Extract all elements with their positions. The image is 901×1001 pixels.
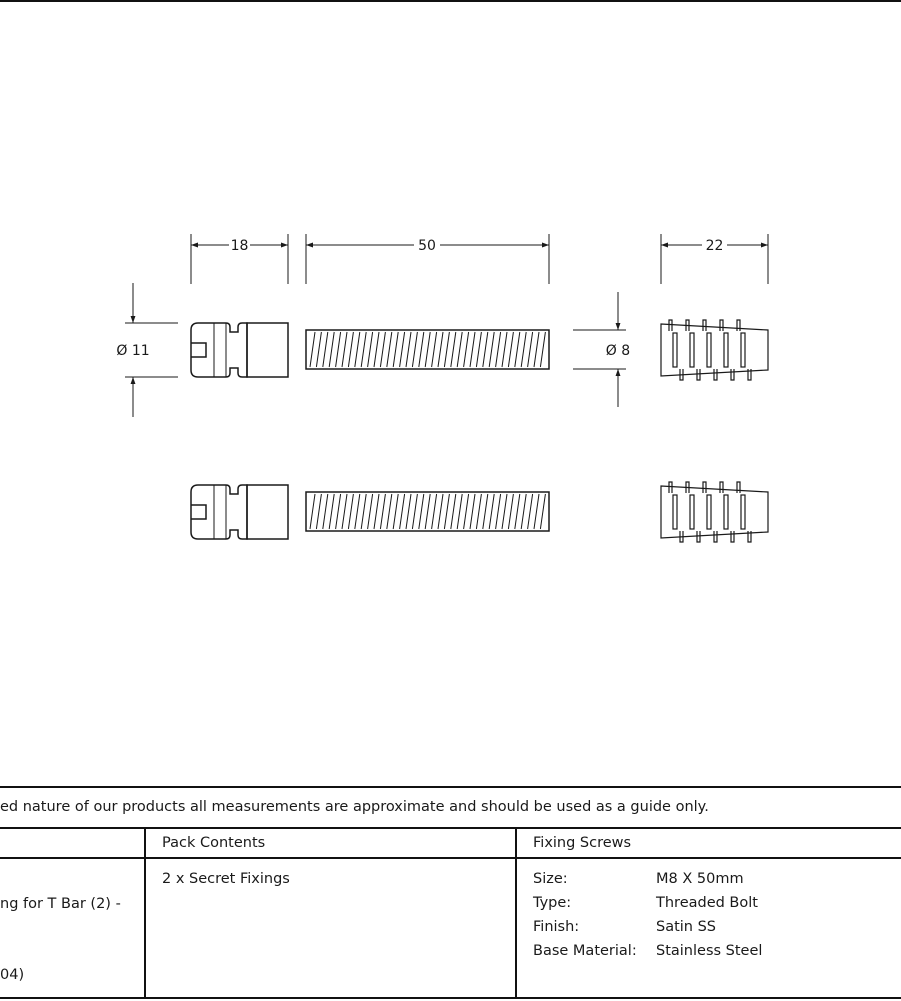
disclaimer-text: ed nature of our products all measurements are approximate and should be used as a guide only. — [0, 799, 709, 815]
insert-tooth — [720, 482, 723, 493]
insert-tooth — [703, 482, 706, 493]
spec-label-material: Base Material: — [533, 943, 637, 959]
pack-contents-item: 2 x Secret Fixings — [162, 871, 290, 887]
thread-line — [457, 494, 462, 529]
thread-line — [476, 494, 481, 529]
thread-line — [444, 332, 449, 367]
thread-line — [368, 332, 373, 367]
spec-value-size: M8 X 50mm — [656, 871, 744, 887]
thread-line — [348, 494, 353, 529]
thread-line — [502, 494, 507, 529]
thread-line — [483, 494, 488, 529]
spec-label-type: Type: — [533, 895, 572, 911]
insert-slot — [673, 495, 677, 529]
insert-slot — [673, 333, 677, 367]
thread-line — [406, 494, 411, 529]
insert-slot — [741, 333, 745, 367]
insert-slot — [724, 495, 728, 529]
spec-value-finish: Satin SS — [656, 919, 717, 935]
parts-row-2 — [191, 482, 768, 542]
thread-line — [438, 494, 443, 529]
insert-slot — [690, 333, 694, 367]
thread-line — [464, 332, 469, 367]
insert-tooth — [737, 482, 740, 493]
table-header-bottom-rule — [0, 857, 901, 859]
thread-line — [444, 494, 449, 529]
thread-line — [348, 332, 353, 367]
insert-slot — [707, 333, 711, 367]
thread-line — [374, 494, 379, 529]
threaded-bolt-part — [306, 330, 549, 369]
spec-label-finish: Finish: — [533, 919, 580, 935]
table-top-rule — [0, 786, 901, 788]
thread-line — [310, 494, 315, 529]
thread-line — [489, 494, 494, 529]
thread-line — [451, 494, 456, 529]
thread-line — [393, 332, 398, 367]
thread-line — [464, 494, 469, 529]
insert-tooth — [731, 531, 734, 542]
thread-line — [476, 332, 481, 367]
thread-line — [387, 332, 392, 367]
thread-line — [528, 332, 533, 367]
thread-line — [400, 494, 405, 529]
thread-line — [387, 494, 392, 529]
thread-line — [393, 494, 398, 529]
thread-line — [361, 332, 366, 367]
dim-bolt-length-label: 50 — [418, 238, 436, 254]
thread-line — [400, 332, 405, 367]
dim-insert-length-label: 22 — [705, 238, 724, 254]
thread-line — [470, 494, 475, 529]
insert-tooth — [714, 531, 717, 542]
thread-line — [515, 332, 520, 367]
column-divider-2 — [515, 827, 517, 999]
thread-line — [419, 494, 424, 529]
dim-bolt-diameter-label: Ø 8 — [605, 343, 631, 359]
thread-line — [534, 332, 539, 367]
thread-line — [406, 332, 411, 367]
thread-line — [412, 494, 417, 529]
pack-contents-header: Pack Contents — [162, 835, 266, 851]
thread-line — [374, 332, 379, 367]
thread-line — [540, 332, 545, 367]
thread-line — [508, 494, 513, 529]
thread-line — [438, 332, 443, 367]
thread-line — [496, 332, 501, 367]
thread-line — [412, 332, 417, 367]
thread-line — [380, 332, 385, 367]
thread-line — [425, 494, 430, 529]
thread-line — [528, 494, 533, 529]
dim-head-diameter-label: Ø 11 — [116, 343, 150, 359]
table-header-rule — [0, 827, 901, 829]
spec-value-material: Stainless Steel — [656, 943, 763, 959]
thread-line — [470, 332, 475, 367]
thread-line — [496, 494, 501, 529]
thread-line — [502, 332, 507, 367]
info-table — [0, 786, 901, 1001]
insert-tooth — [669, 482, 672, 493]
insert-tooth — [697, 531, 700, 542]
insert-slot — [690, 495, 694, 529]
thread-line — [329, 332, 334, 367]
thread-line — [342, 494, 347, 529]
fixing-screws-header: Fixing Screws — [533, 835, 632, 851]
insert-tooth — [731, 369, 734, 380]
insert-tooth — [703, 320, 706, 331]
threaded-insert-part — [661, 482, 768, 542]
thread-line — [355, 332, 360, 367]
socket-head-part — [191, 323, 288, 377]
thread-line — [534, 494, 539, 529]
threaded-bolt-part — [306, 492, 549, 531]
dim-head-length-label: 18 — [230, 238, 249, 254]
thread-line — [316, 332, 321, 367]
thread-line — [323, 494, 328, 529]
threaded-insert-part — [661, 320, 768, 380]
insert-tooth — [737, 320, 740, 331]
insert-slot — [724, 333, 728, 367]
parts-row-1 — [191, 320, 768, 380]
insert-slot — [707, 495, 711, 529]
thread-line — [368, 494, 373, 529]
spec-label-size: Size: — [533, 871, 568, 887]
insert-tooth — [697, 369, 700, 380]
thread-line — [336, 332, 341, 367]
thread-line — [451, 332, 456, 367]
thread-line — [483, 332, 488, 367]
insert-slot — [741, 495, 745, 529]
thread-line — [521, 494, 526, 529]
thread-line — [310, 332, 315, 367]
thread-line — [432, 494, 437, 529]
spec-value-type: Threaded Bolt — [656, 895, 758, 911]
thread-line — [336, 494, 341, 529]
thread-line — [540, 494, 545, 529]
thread-line — [457, 332, 462, 367]
thread-line — [508, 332, 513, 367]
thread-line — [432, 332, 437, 367]
thread-line — [361, 494, 366, 529]
column-divider-1 — [144, 827, 146, 999]
thread-line — [323, 332, 328, 367]
socket-head-part — [191, 485, 288, 539]
product-code-partial: 04) — [0, 967, 25, 983]
insert-tooth — [720, 320, 723, 331]
insert-tooth — [669, 320, 672, 331]
thread-line — [489, 332, 494, 367]
thread-line — [380, 494, 385, 529]
thread-line — [329, 494, 334, 529]
thread-line — [425, 332, 430, 367]
thread-line — [355, 494, 360, 529]
thread-line — [316, 494, 321, 529]
product-description-partial: ng for T Bar (2) - — [0, 896, 121, 912]
thread-line — [521, 332, 526, 367]
thread-line — [515, 494, 520, 529]
thread-line — [342, 332, 347, 367]
table-bottom-rule — [0, 997, 901, 999]
thread-line — [419, 332, 424, 367]
insert-tooth — [714, 369, 717, 380]
